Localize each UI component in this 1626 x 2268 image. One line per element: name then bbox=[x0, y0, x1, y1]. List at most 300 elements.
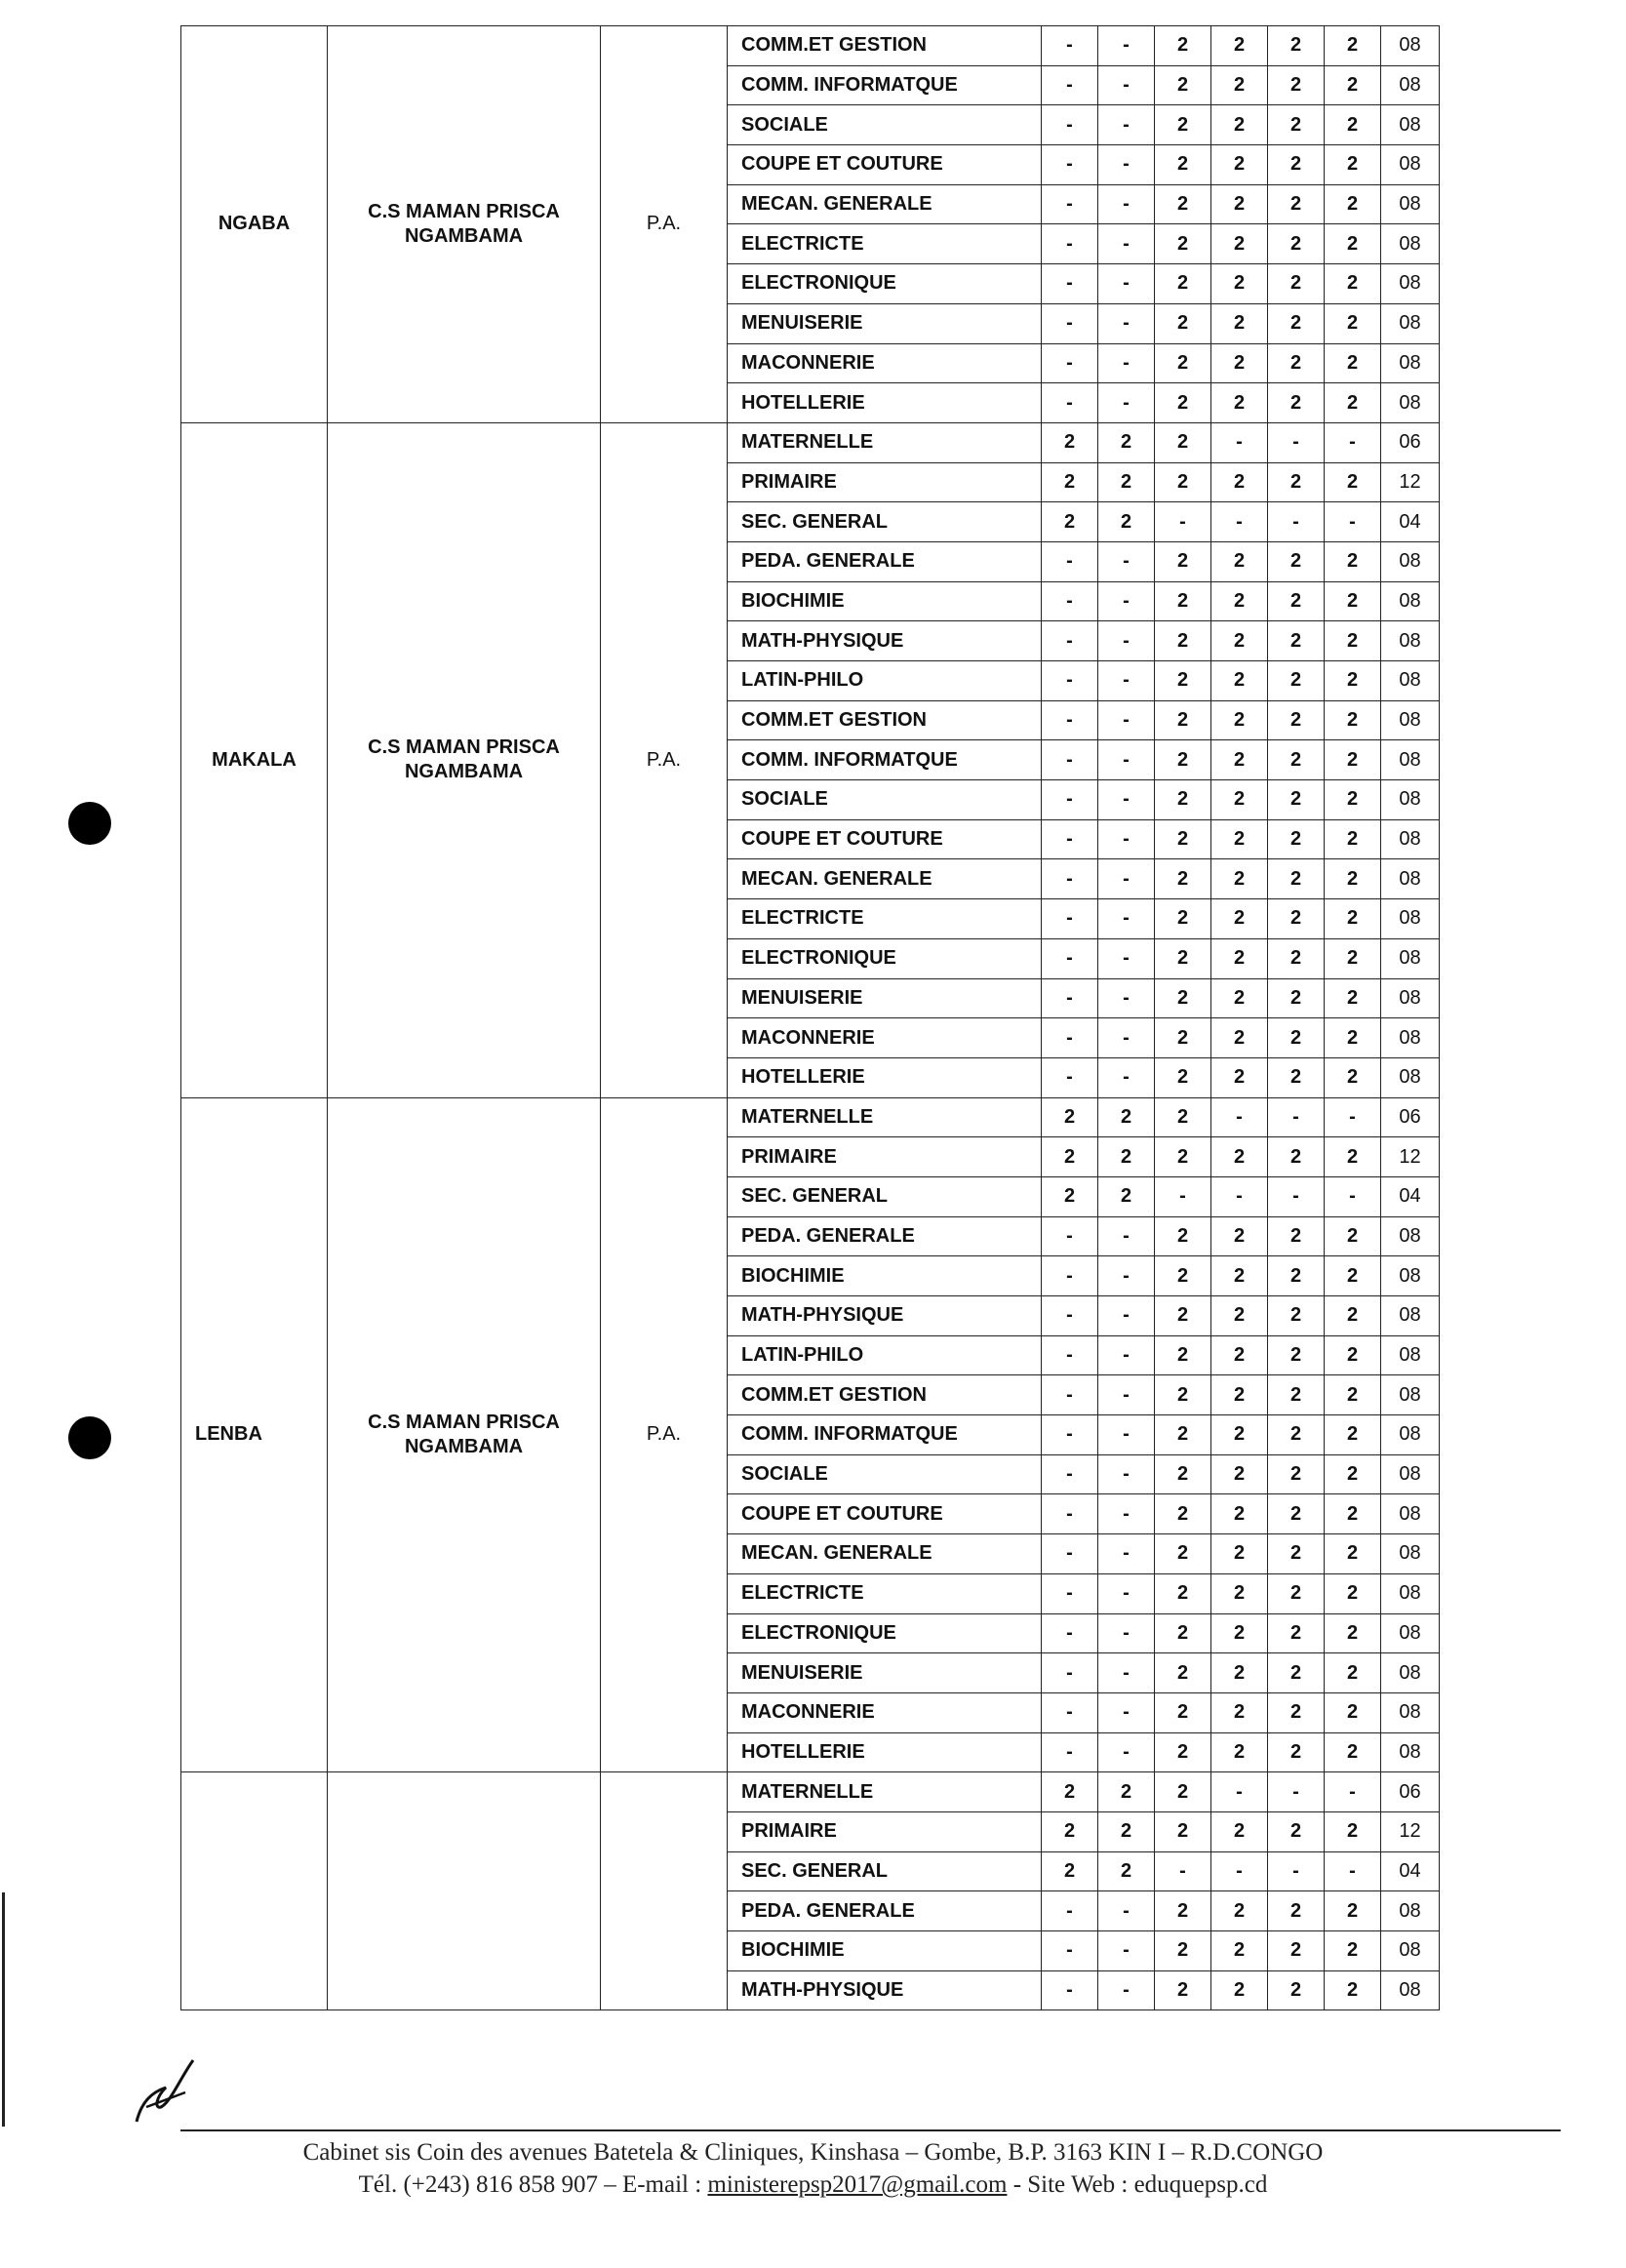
option-cell: SEC. GENERAL bbox=[728, 1176, 1042, 1216]
class-count-cell: 2 bbox=[1042, 422, 1098, 462]
class-count-cell: - bbox=[1098, 541, 1155, 581]
class-count-cell: 2 bbox=[1155, 1018, 1211, 1058]
class-count-cell: 2 bbox=[1325, 1296, 1381, 1336]
class-count-cell: 2 bbox=[1211, 541, 1268, 581]
class-count-cell: - bbox=[1042, 1692, 1098, 1732]
total-cell: 08 bbox=[1381, 581, 1440, 621]
class-count-cell: 2 bbox=[1268, 700, 1325, 740]
class-count-cell: 2 bbox=[1325, 105, 1381, 145]
class-count-cell: 2 bbox=[1268, 621, 1325, 661]
class-count-cell: - bbox=[1098, 740, 1155, 780]
class-count-cell: 2 bbox=[1268, 145, 1325, 185]
class-count-cell: 2 bbox=[1325, 621, 1381, 661]
class-count-cell: 2 bbox=[1325, 938, 1381, 978]
footer-contact bbox=[0, 2171, 1626, 2199]
class-count-cell: 2 bbox=[1211, 145, 1268, 185]
total-cell: 08 bbox=[1381, 780, 1440, 820]
class-count-cell: 2 bbox=[1325, 145, 1381, 185]
option-cell: COMM.ET GESTION bbox=[728, 700, 1042, 740]
class-count-cell: - bbox=[1042, 1573, 1098, 1613]
class-count-cell: 2 bbox=[1325, 1216, 1381, 1256]
class-count-cell: - bbox=[1268, 1176, 1325, 1216]
class-count-cell: - bbox=[1325, 422, 1381, 462]
class-count-cell: 2 bbox=[1268, 1732, 1325, 1772]
class-count-cell: - bbox=[1042, 1494, 1098, 1534]
class-count-cell: 2 bbox=[1211, 859, 1268, 899]
class-count-cell: 2 bbox=[1211, 1891, 1268, 1931]
class-count-cell: - bbox=[1042, 26, 1098, 66]
class-count-cell: 2 bbox=[1155, 1970, 1211, 2010]
class-count-cell: 2 bbox=[1155, 899, 1211, 939]
class-count-cell: 2 bbox=[1155, 224, 1211, 264]
total-cell: 06 bbox=[1381, 1097, 1440, 1137]
class-count-cell: - bbox=[1042, 899, 1098, 939]
class-count-cell: 2 bbox=[1325, 859, 1381, 899]
class-count-cell: - bbox=[1098, 1653, 1155, 1693]
total-cell: 08 bbox=[1381, 1216, 1440, 1256]
class-count-cell: 2 bbox=[1098, 1176, 1155, 1216]
class-count-cell: 2 bbox=[1268, 1494, 1325, 1534]
class-count-cell: - bbox=[1042, 1415, 1098, 1455]
table-row bbox=[181, 422, 1440, 462]
class-count-cell: 2 bbox=[1211, 1692, 1268, 1732]
class-count-cell: 2 bbox=[1268, 1454, 1325, 1494]
class-count-cell: - bbox=[1042, 303, 1098, 343]
option-cell: MATH-PHYSIQUE bbox=[728, 621, 1042, 661]
class-count-cell: - bbox=[1042, 145, 1098, 185]
class-count-cell: 2 bbox=[1268, 1375, 1325, 1415]
class-count-cell: 2 bbox=[1325, 1415, 1381, 1455]
class-count-cell: 2 bbox=[1155, 1931, 1211, 1971]
class-count-cell: 2 bbox=[1211, 700, 1268, 740]
table-row bbox=[181, 26, 1440, 66]
class-count-cell: 2 bbox=[1325, 1454, 1381, 1494]
footer-address: Cabinet sis Coin des avenues Batetela & Cliniques, Kinshasa – Gombe, B.P. 3163 KIN I – R.D.CONGO bbox=[302, 2139, 1324, 2166]
class-count-cell: - bbox=[1155, 1176, 1211, 1216]
option-cell: LATIN-PHILO bbox=[728, 661, 1042, 701]
class-count-cell: 2 bbox=[1098, 1772, 1155, 1812]
class-count-cell: - bbox=[1042, 1613, 1098, 1653]
class-count-cell: 2 bbox=[1211, 1375, 1268, 1415]
class-count-cell: 2 bbox=[1325, 1534, 1381, 1574]
class-count-cell: 2 bbox=[1042, 1097, 1098, 1137]
total-cell: 12 bbox=[1381, 462, 1440, 502]
class-count-cell: 2 bbox=[1268, 899, 1325, 939]
total-cell: 08 bbox=[1381, 1970, 1440, 2010]
class-count-cell: - bbox=[1042, 1335, 1098, 1375]
option-cell: ELECTRICTE bbox=[728, 899, 1042, 939]
class-count-cell: 2 bbox=[1268, 383, 1325, 423]
class-count-cell: 2 bbox=[1268, 303, 1325, 343]
total-cell: 08 bbox=[1381, 1335, 1440, 1375]
option-cell: PEDA. GENERALE bbox=[728, 1891, 1042, 1931]
class-count-cell: 2 bbox=[1155, 859, 1211, 899]
class-count-cell: 2 bbox=[1268, 1137, 1325, 1177]
class-count-cell: - bbox=[1098, 65, 1155, 105]
class-count-cell: 2 bbox=[1211, 978, 1268, 1018]
class-count-cell: 2 bbox=[1325, 899, 1381, 939]
total-cell: 04 bbox=[1381, 1851, 1440, 1891]
initials-signature-mark bbox=[127, 2049, 205, 2127]
class-count-cell: 2 bbox=[1268, 661, 1325, 701]
class-count-cell: 2 bbox=[1268, 581, 1325, 621]
class-count-cell: 2 bbox=[1268, 105, 1325, 145]
class-count-cell: 2 bbox=[1098, 1137, 1155, 1177]
class-count-cell: 2 bbox=[1155, 1534, 1211, 1574]
option-cell: COUPE ET COUTURE bbox=[728, 1494, 1042, 1534]
option-cell: MACONNERIE bbox=[728, 343, 1042, 383]
footer-rule bbox=[180, 2129, 1561, 2131]
scan-edge-line bbox=[2, 1892, 5, 2127]
class-count-cell: - bbox=[1042, 184, 1098, 224]
option-cell: SOCIALE bbox=[728, 105, 1042, 145]
option-cell: MECAN. GENERALE bbox=[728, 859, 1042, 899]
school-cell: C.S MAMAN PRISCA NGAMBAMA bbox=[328, 26, 601, 423]
class-count-cell: 2 bbox=[1268, 1692, 1325, 1732]
total-cell: 08 bbox=[1381, 819, 1440, 859]
class-count-cell: - bbox=[1098, 1573, 1155, 1613]
class-count-cell: - bbox=[1155, 502, 1211, 542]
class-count-cell: 2 bbox=[1155, 1732, 1211, 1772]
regime-cell: P.A. bbox=[601, 422, 728, 1097]
option-cell: MENUISERIE bbox=[728, 1653, 1042, 1693]
class-count-cell: - bbox=[1098, 1415, 1155, 1455]
class-count-cell: - bbox=[1098, 1613, 1155, 1653]
class-count-cell: 2 bbox=[1268, 780, 1325, 820]
commune-cell: LENBA bbox=[181, 1097, 328, 1772]
class-count-cell: 2 bbox=[1098, 502, 1155, 542]
class-count-cell: 2 bbox=[1155, 1415, 1211, 1455]
class-count-cell: 2 bbox=[1268, 1653, 1325, 1693]
class-count-cell: 2 bbox=[1155, 145, 1211, 185]
class-count-cell: - bbox=[1211, 502, 1268, 542]
class-count-cell: 2 bbox=[1325, 1494, 1381, 1534]
class-count-cell: 2 bbox=[1155, 938, 1211, 978]
option-cell: MACONNERIE bbox=[728, 1692, 1042, 1732]
class-count-cell: 2 bbox=[1155, 1454, 1211, 1494]
class-count-cell: - bbox=[1098, 938, 1155, 978]
option-cell: SOCIALE bbox=[728, 780, 1042, 820]
class-count-cell: - bbox=[1042, 661, 1098, 701]
total-cell: 08 bbox=[1381, 1653, 1440, 1693]
total-cell: 08 bbox=[1381, 1534, 1440, 1574]
class-count-cell: - bbox=[1042, 1256, 1098, 1296]
class-count-cell: 2 bbox=[1211, 264, 1268, 304]
class-count-cell: 2 bbox=[1042, 1811, 1098, 1851]
class-count-cell: 2 bbox=[1155, 541, 1211, 581]
class-count-cell: - bbox=[1268, 1772, 1325, 1812]
class-count-cell: 2 bbox=[1268, 1891, 1325, 1931]
class-count-cell: 2 bbox=[1325, 581, 1381, 621]
class-count-cell: - bbox=[1042, 1891, 1098, 1931]
class-count-cell: - bbox=[1042, 1375, 1098, 1415]
class-count-cell: 2 bbox=[1268, 1534, 1325, 1574]
class-count-cell: - bbox=[1042, 224, 1098, 264]
total-cell: 08 bbox=[1381, 1692, 1440, 1732]
total-cell: 08 bbox=[1381, 1454, 1440, 1494]
class-count-cell: 2 bbox=[1268, 819, 1325, 859]
class-count-cell: 2 bbox=[1155, 1891, 1211, 1931]
footer-phone: Tél. (+243) 816 858 907 – E-mail : bbox=[358, 2171, 708, 2198]
class-count-cell: 2 bbox=[1211, 224, 1268, 264]
class-count-cell: 2 bbox=[1325, 1970, 1381, 2010]
class-count-cell: 2 bbox=[1268, 1931, 1325, 1971]
class-count-cell: - bbox=[1211, 1851, 1268, 1891]
class-count-cell: 2 bbox=[1325, 1057, 1381, 1097]
class-count-cell: - bbox=[1211, 1176, 1268, 1216]
punch-hole-lower bbox=[68, 1416, 111, 1459]
class-count-cell: 2 bbox=[1325, 1613, 1381, 1653]
class-count-cell: 2 bbox=[1268, 1970, 1325, 2010]
class-count-cell: 2 bbox=[1042, 1137, 1098, 1177]
class-count-cell: 2 bbox=[1268, 1415, 1325, 1455]
table-row bbox=[181, 1097, 1440, 1137]
class-count-cell: - bbox=[1098, 819, 1155, 859]
total-cell: 08 bbox=[1381, 621, 1440, 661]
class-count-cell: - bbox=[1325, 1176, 1381, 1216]
class-count-cell: - bbox=[1098, 26, 1155, 66]
option-cell: COMM. INFORMATQUE bbox=[728, 1415, 1042, 1455]
class-count-cell: 2 bbox=[1268, 1613, 1325, 1653]
class-count-cell: - bbox=[1098, 343, 1155, 383]
class-count-cell: 2 bbox=[1268, 1573, 1325, 1613]
total-cell: 08 bbox=[1381, 1732, 1440, 1772]
class-count-cell: 2 bbox=[1155, 343, 1211, 383]
class-count-cell: - bbox=[1098, 661, 1155, 701]
total-cell: 08 bbox=[1381, 1573, 1440, 1613]
class-count-cell: 2 bbox=[1155, 462, 1211, 502]
class-count-cell: 2 bbox=[1325, 224, 1381, 264]
class-count-cell: 2 bbox=[1325, 1653, 1381, 1693]
option-cell: ELECTRONIQUE bbox=[728, 1613, 1042, 1653]
class-count-cell: 2 bbox=[1155, 1692, 1211, 1732]
table-row bbox=[181, 1772, 1440, 1812]
option-cell: PEDA. GENERALE bbox=[728, 541, 1042, 581]
class-count-cell: 2 bbox=[1155, 1057, 1211, 1097]
class-count-cell: 2 bbox=[1325, 1573, 1381, 1613]
class-count-cell: - bbox=[1098, 780, 1155, 820]
class-count-cell: 2 bbox=[1042, 1772, 1098, 1812]
class-count-cell: 2 bbox=[1155, 1772, 1211, 1812]
class-count-cell: 2 bbox=[1155, 978, 1211, 1018]
regime-cell bbox=[601, 1772, 728, 2010]
class-count-cell: 2 bbox=[1211, 1454, 1268, 1494]
class-count-cell: - bbox=[1098, 264, 1155, 304]
punch-hole-upper bbox=[68, 802, 111, 845]
class-count-cell: 2 bbox=[1325, 1931, 1381, 1971]
class-count-cell: 2 bbox=[1155, 1375, 1211, 1415]
class-count-cell: - bbox=[1325, 1097, 1381, 1137]
class-count-cell: 2 bbox=[1098, 1811, 1155, 1851]
class-count-cell: 2 bbox=[1325, 1018, 1381, 1058]
class-count-cell: 2 bbox=[1211, 1137, 1268, 1177]
total-cell: 08 bbox=[1381, 1891, 1440, 1931]
total-cell: 08 bbox=[1381, 1415, 1440, 1455]
class-count-cell: 2 bbox=[1155, 1573, 1211, 1613]
class-count-cell: 2 bbox=[1268, 343, 1325, 383]
class-count-cell: - bbox=[1325, 1772, 1381, 1812]
option-cell: MATERNELLE bbox=[728, 422, 1042, 462]
class-count-cell: 2 bbox=[1211, 1335, 1268, 1375]
class-count-cell: 2 bbox=[1155, 1613, 1211, 1653]
option-cell: COMM. INFORMATQUE bbox=[728, 740, 1042, 780]
class-count-cell: 2 bbox=[1211, 581, 1268, 621]
class-count-cell: - bbox=[1098, 1375, 1155, 1415]
class-count-cell: 2 bbox=[1325, 1335, 1381, 1375]
class-count-cell: 2 bbox=[1155, 264, 1211, 304]
option-cell: MATERNELLE bbox=[728, 1097, 1042, 1137]
class-count-cell: 2 bbox=[1268, 1018, 1325, 1058]
class-count-cell: 2 bbox=[1211, 26, 1268, 66]
total-cell: 08 bbox=[1381, 1018, 1440, 1058]
class-count-cell: - bbox=[1042, 740, 1098, 780]
option-cell: COMM.ET GESTION bbox=[728, 1375, 1042, 1415]
option-cell: SEC. GENERAL bbox=[728, 1851, 1042, 1891]
class-count-cell: 2 bbox=[1155, 303, 1211, 343]
class-count-cell: - bbox=[1042, 343, 1098, 383]
class-count-cell: 2 bbox=[1211, 938, 1268, 978]
class-count-cell: 2 bbox=[1325, 184, 1381, 224]
class-count-cell: 2 bbox=[1325, 541, 1381, 581]
option-cell: PRIMAIRE bbox=[728, 1811, 1042, 1851]
class-count-cell: 2 bbox=[1211, 303, 1268, 343]
class-count-cell: - bbox=[1211, 1097, 1268, 1137]
class-count-cell: - bbox=[1211, 422, 1268, 462]
class-count-cell: - bbox=[1098, 184, 1155, 224]
total-cell: 08 bbox=[1381, 224, 1440, 264]
option-cell: MACONNERIE bbox=[728, 1018, 1042, 1058]
total-cell: 04 bbox=[1381, 502, 1440, 542]
total-cell: 08 bbox=[1381, 105, 1440, 145]
class-count-cell: - bbox=[1098, 621, 1155, 661]
class-count-cell: - bbox=[1098, 105, 1155, 145]
class-count-cell: 2 bbox=[1211, 1216, 1268, 1256]
class-count-cell: 2 bbox=[1211, 383, 1268, 423]
class-count-cell: - bbox=[1042, 541, 1098, 581]
class-count-cell: 2 bbox=[1155, 422, 1211, 462]
class-count-cell: 2 bbox=[1211, 1573, 1268, 1613]
class-count-cell: - bbox=[1098, 1256, 1155, 1296]
class-count-cell: 2 bbox=[1268, 1057, 1325, 1097]
class-count-cell: - bbox=[1042, 1931, 1098, 1971]
class-count-cell: 2 bbox=[1211, 740, 1268, 780]
class-count-cell: 2 bbox=[1268, 264, 1325, 304]
class-count-cell: 2 bbox=[1155, 1811, 1211, 1851]
class-count-cell: 2 bbox=[1211, 1256, 1268, 1296]
class-count-cell: - bbox=[1098, 1216, 1155, 1256]
class-count-cell: 2 bbox=[1268, 938, 1325, 978]
class-count-cell: 2 bbox=[1325, 1256, 1381, 1296]
option-cell: MENUISERIE bbox=[728, 303, 1042, 343]
class-count-cell: 2 bbox=[1325, 1137, 1381, 1177]
option-cell: COMM.ET GESTION bbox=[728, 26, 1042, 66]
class-count-cell: 2 bbox=[1325, 1891, 1381, 1931]
option-cell: MATERNELLE bbox=[728, 1772, 1042, 1812]
class-count-cell: 2 bbox=[1155, 780, 1211, 820]
class-count-cell: - bbox=[1042, 1970, 1098, 2010]
option-cell: MENUISERIE bbox=[728, 978, 1042, 1018]
class-count-cell: - bbox=[1098, 1057, 1155, 1097]
option-cell: ELECTRICTE bbox=[728, 224, 1042, 264]
footer-website: - Site Web : eduquepsp.cd bbox=[1007, 2171, 1268, 2198]
option-cell: MECAN. GENERALE bbox=[728, 1534, 1042, 1574]
total-cell: 08 bbox=[1381, 184, 1440, 224]
option-cell: HOTELLERIE bbox=[728, 1732, 1042, 1772]
class-count-cell: 2 bbox=[1211, 899, 1268, 939]
class-count-cell: 2 bbox=[1268, 1811, 1325, 1851]
commune-cell: MAKALA bbox=[181, 422, 328, 1097]
class-count-cell: - bbox=[1268, 502, 1325, 542]
class-count-cell: 2 bbox=[1268, 1216, 1325, 1256]
option-cell: LATIN-PHILO bbox=[728, 1335, 1042, 1375]
class-count-cell: - bbox=[1268, 1851, 1325, 1891]
class-count-cell: 2 bbox=[1325, 343, 1381, 383]
class-count-cell: 2 bbox=[1325, 978, 1381, 1018]
total-cell: 08 bbox=[1381, 541, 1440, 581]
option-cell: COUPE ET COUTURE bbox=[728, 145, 1042, 185]
class-count-cell: 2 bbox=[1325, 1375, 1381, 1415]
class-count-cell: - bbox=[1042, 978, 1098, 1018]
option-cell: BIOCHIMIE bbox=[728, 581, 1042, 621]
option-cell: BIOCHIMIE bbox=[728, 1256, 1042, 1296]
class-count-cell: - bbox=[1098, 1018, 1155, 1058]
class-count-cell: 2 bbox=[1211, 65, 1268, 105]
class-count-cell: - bbox=[1268, 422, 1325, 462]
class-count-cell: - bbox=[1042, 859, 1098, 899]
class-count-cell: - bbox=[1098, 1454, 1155, 1494]
total-cell: 08 bbox=[1381, 1494, 1440, 1534]
total-cell: 08 bbox=[1381, 145, 1440, 185]
total-cell: 08 bbox=[1381, 383, 1440, 423]
regime-cell: P.A. bbox=[601, 1097, 728, 1772]
option-cell: PRIMAIRE bbox=[728, 1137, 1042, 1177]
class-count-cell: 2 bbox=[1268, 26, 1325, 66]
class-count-cell: - bbox=[1042, 700, 1098, 740]
class-count-cell: 2 bbox=[1211, 1931, 1268, 1971]
class-count-cell: 2 bbox=[1268, 541, 1325, 581]
footer-email-link[interactable]: ministerepsp2017@gmail.com bbox=[707, 2171, 1008, 2198]
class-count-cell: 2 bbox=[1155, 1296, 1211, 1336]
class-count-cell: 2 bbox=[1211, 621, 1268, 661]
class-count-cell: - bbox=[1042, 780, 1098, 820]
total-cell: 08 bbox=[1381, 1931, 1440, 1971]
total-cell: 08 bbox=[1381, 859, 1440, 899]
total-cell: 08 bbox=[1381, 1256, 1440, 1296]
class-count-cell: 2 bbox=[1211, 1018, 1268, 1058]
class-count-cell: 2 bbox=[1211, 343, 1268, 383]
class-count-cell: 2 bbox=[1098, 422, 1155, 462]
class-count-cell: 2 bbox=[1155, 184, 1211, 224]
class-count-cell: 2 bbox=[1211, 1494, 1268, 1534]
class-count-cell: - bbox=[1098, 1931, 1155, 1971]
class-count-cell: - bbox=[1098, 581, 1155, 621]
class-count-cell: 2 bbox=[1325, 819, 1381, 859]
school-cell: C.S MAMAN PRISCA NGAMBAMA bbox=[328, 1097, 601, 1772]
class-count-cell: 2 bbox=[1042, 502, 1098, 542]
class-count-cell: 2 bbox=[1268, 1335, 1325, 1375]
class-count-cell: 2 bbox=[1155, 621, 1211, 661]
class-count-cell: 2 bbox=[1325, 65, 1381, 105]
class-count-cell: 2 bbox=[1211, 1415, 1268, 1455]
total-cell: 08 bbox=[1381, 700, 1440, 740]
class-count-cell: 2 bbox=[1268, 184, 1325, 224]
total-cell: 08 bbox=[1381, 1296, 1440, 1336]
class-count-cell: - bbox=[1042, 1653, 1098, 1693]
class-count-cell: - bbox=[1042, 1454, 1098, 1494]
class-count-cell: 2 bbox=[1268, 1296, 1325, 1336]
class-count-cell: 2 bbox=[1268, 224, 1325, 264]
class-count-cell: 2 bbox=[1211, 661, 1268, 701]
